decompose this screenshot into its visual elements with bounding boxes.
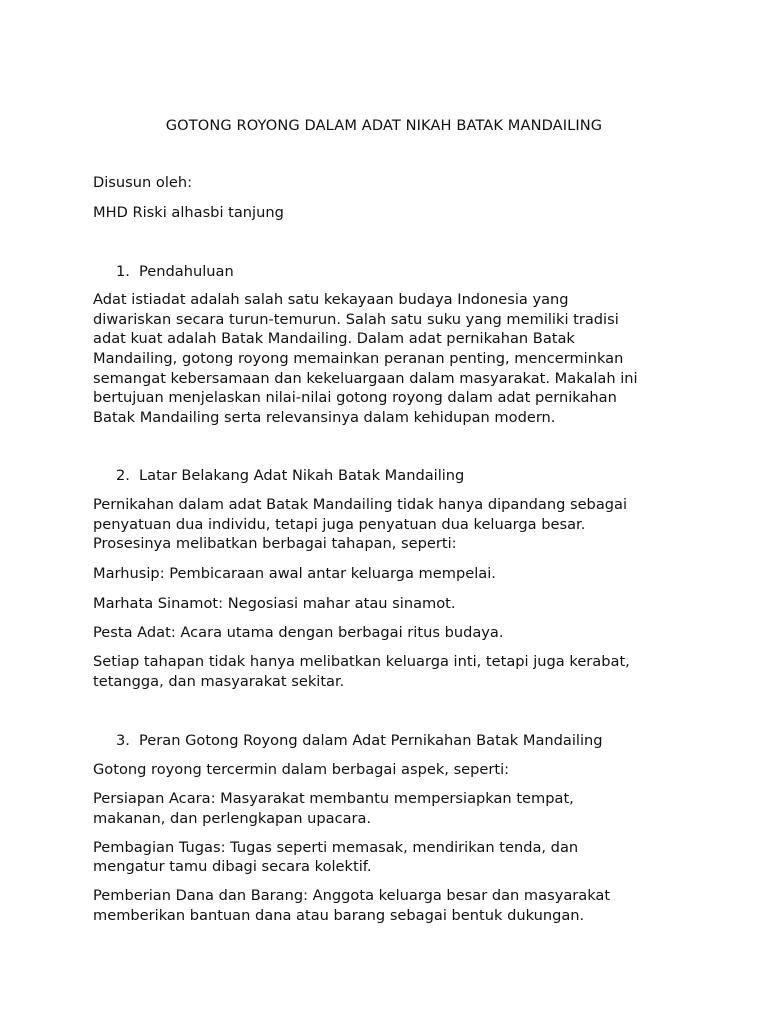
- text-line: Prosesinya melibatkan berbagai tahapan, seperti:: [93, 535, 457, 552]
- text-line: bertujuan menjelaskan nilai-nilai gotong royong dalam adat pernikahan: [93, 389, 617, 406]
- section-heading-latar-belakang: [116, 466, 464, 486]
- text-line: penyatuan dua individu, tetapi juga penyatuan dua keluarga besar.: [93, 516, 586, 533]
- list-item-marhusip: Marhusip: Pembicaraan awal antar keluarga mempelai.: [93, 565, 496, 582]
- text-line: Mandailing, gotong royong memainkan peranan penting, mencerminkan: [93, 350, 624, 367]
- section-heading-text: Peran Gotong Royong dalam Adat Pernikahan Batak Mandailing: [139, 732, 603, 749]
- section-number: 3.: [116, 732, 130, 749]
- text-line: Persiapan Acara: Masyarakat membantu mempersiapkan tempat,: [93, 790, 574, 807]
- list-item-marhata-sinamot: Marhata Sinamot: Negosiasi mahar atau sinamot.: [93, 595, 456, 612]
- text-line: adat kuat adalah Batak Mandailing. Dalam adat pernikahan Batak: [93, 330, 575, 347]
- author-name: MHD Riski alhasbi tanjung: [93, 204, 284, 221]
- section-number: 1.: [116, 263, 130, 280]
- section-heading-text: Latar Belakang Adat Nikah Batak Mandailing: [139, 467, 465, 484]
- text-line: diwariskan secara turun-temurun. Salah satu suku yang memiliki tradisi: [93, 311, 619, 328]
- document-title: GOTONG ROYONG DALAM ADAT NIKAH BATAK MANDAILING: [165, 117, 603, 134]
- section-heading-peran-gotong-royong: [116, 731, 603, 751]
- section-heading-pendahuluan: [116, 262, 234, 282]
- list-item-pesta-adat: Pesta Adat: Acara utama dengan berbagai ritus budaya.: [93, 624, 504, 641]
- text-line: Pembagian Tugas: Tugas seperti memasak, mendirikan tenda, dan: [93, 839, 579, 856]
- section-number: 2.: [116, 467, 130, 484]
- paragraph-intro: Gotong royong tercermin dalam berbagai aspek, seperti:: [93, 761, 510, 778]
- text-line: Pernikahan dalam adat Batak Mandailing tidak hanya dipandang sebagai: [93, 496, 628, 513]
- text-line: Setiap tahapan tidak hanya melibatkan keluarga inti, tetapi juga kerabat,: [93, 653, 630, 670]
- author-label: Disusun oleh:: [93, 174, 193, 191]
- text-line: tetangga, dan masyarakat sekitar.: [93, 673, 345, 690]
- section-heading-text: Pendahuluan: [139, 263, 234, 280]
- text-line: memberikan bantuan dana atau barang sebagai bentuk dukungan.: [93, 907, 585, 924]
- text-line: Pemberian Dana dan Barang: Anggota keluarga besar dan masyarakat: [93, 887, 611, 904]
- text-line: semangat kebersamaan dan kekeluargaan dalam masyarakat. Makalah ini: [93, 370, 638, 387]
- text-line: Adat istiadat adalah salah satu kekayaan budaya Indonesia yang: [93, 291, 569, 308]
- text-line: mengatur tamu dibagi secara kolektif.: [93, 858, 372, 875]
- text-line: makanan, dan perlengkapan upacara.: [93, 810, 372, 827]
- text-line: Batak Mandailing serta relevansinya dalam kehidupan modern.: [93, 409, 556, 426]
